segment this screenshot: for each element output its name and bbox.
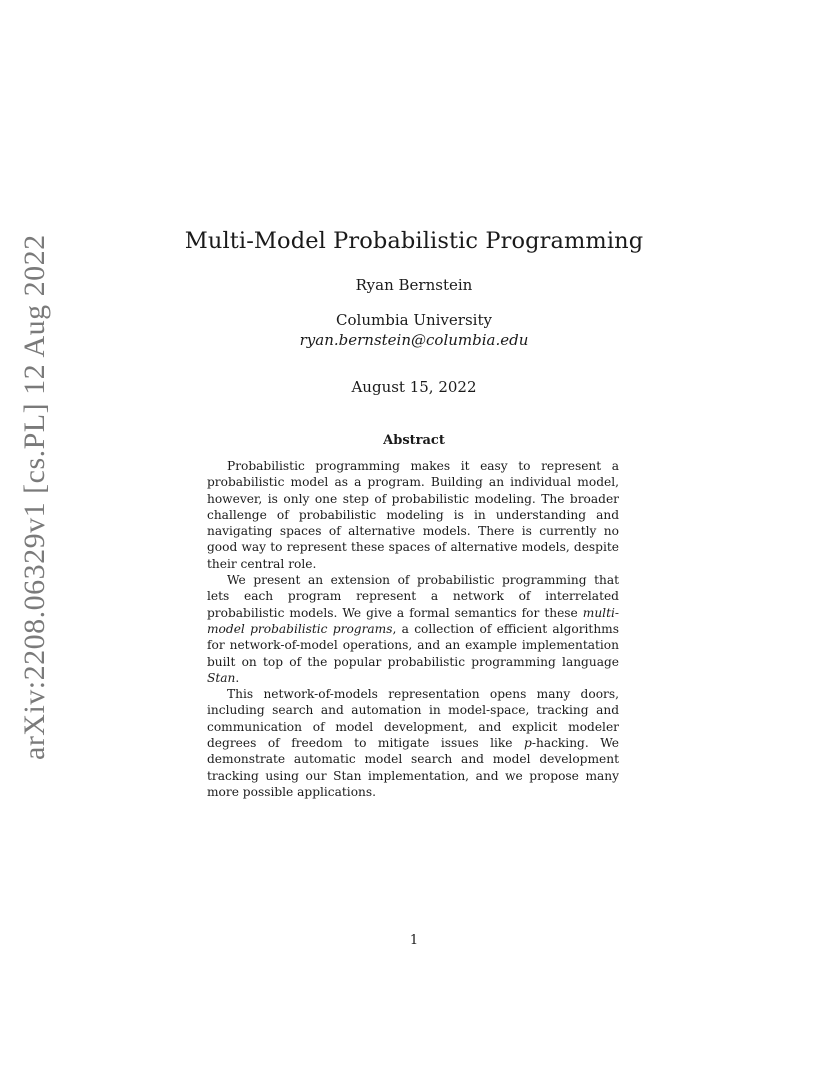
abstract-p2-text-c: . [235, 670, 240, 685]
abstract-p3-text-a: This network-of-models representation opens many doors, including search and automation in model-space, tracking and communication of model development, and explicit modeler degrees of freedom to mitigate issues like [207, 687, 619, 751]
abstract-p3-text-b: -hacking. We demonstrate automatic model search and model development tracking using our Stan implementation, and we propose many more possible applications. [207, 736, 619, 799]
abstract-body [207, 458, 619, 800]
paper-date: August 15, 2022 [351, 378, 477, 396]
abstract-paragraph-1: Probabilistic programming makes it easy to represent a probabilistic model as a program. Building an individual model, however, is only one step of probabilistic modeling. The broader challenge of probabilistic modeling is in understanding and navigating spaces of alternative models. There is currently no good way to represent these spaces of alternative models, despite their central role. [207, 459, 619, 571]
abstract-paragraph-2 [207, 572, 619, 686]
author-name: Ryan Bernstein [355, 276, 473, 294]
abstract-p3-emphasis-p: p [524, 736, 532, 751]
abstract-p2-emphasis-term: multi-model probabilistic programs [207, 605, 619, 636]
arxiv-identifier-stamp: arXiv:2208.06329v1 [cs.PL] 12 Aug 2022 [18, 234, 51, 760]
paper-title: Multi-Model Probabilistic Programming [184, 228, 644, 254]
page-number: 1 [409, 933, 419, 948]
affiliation: Columbia University [336, 311, 492, 329]
abstract-p2-emphasis-stan: Stan [207, 670, 236, 685]
author-email: ryan.bernstein@columbia.edu [299, 331, 529, 349]
abstract-p2-text-a: We present an extension of probabilistic programming that lets each program represent a network of interrelated probabilistic models. We give a formal semantics for these [207, 573, 619, 620]
author-affiliation-block [0, 310, 828, 350]
abstract-heading: Abstract [383, 433, 445, 448]
abstract-p2-text-b: , a collection of efficient algorithms for network-of-model operations, and an example implementation built on top of the popular probabilistic programming language [207, 621, 619, 669]
abstract-paragraph-3 [207, 686, 619, 800]
